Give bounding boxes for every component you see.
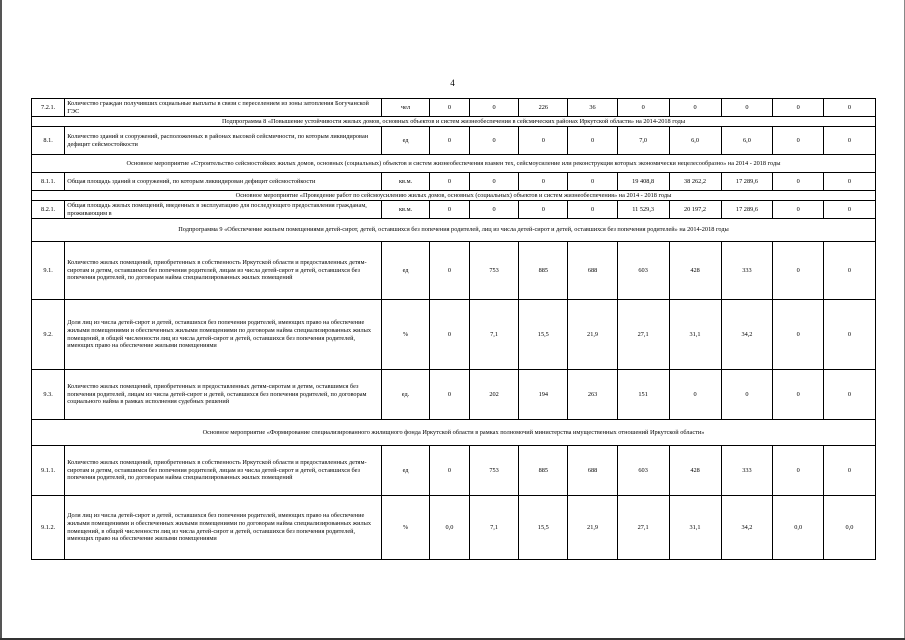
value-cell: 428 [669, 446, 721, 496]
value-cell: 333 [721, 242, 773, 300]
value-cell: 885 [519, 446, 568, 496]
unit-cell: кв.м. [382, 201, 430, 219]
value-cell: 0 [469, 127, 518, 155]
section-header-row [32, 155, 876, 173]
value-cell: 194 [519, 370, 568, 420]
table-row [32, 370, 876, 420]
value-cell: 0 [823, 446, 875, 496]
value-cell: 0 [823, 173, 875, 191]
value-cell: 6,0 [669, 127, 721, 155]
value-cell: 17 289,6 [721, 173, 773, 191]
section-header-row [32, 219, 876, 242]
row-number: 8.1.1. [32, 173, 65, 191]
indicator-name: Общая площадь зданий и сооружений, по которым ликвидирован дефицит сейсмостойкости [65, 173, 382, 191]
value-cell: 688 [568, 446, 617, 496]
value-cell: 6,0 [721, 127, 773, 155]
value-cell: 36 [568, 99, 617, 117]
value-cell: 688 [568, 242, 617, 300]
value-cell: 0 [669, 99, 721, 117]
indicator-name: Доля лиц из числа детей-сирот и детей, оставшихся без попечения родителей, имеющих право на обеспечение жилыми помещениями и обеспеченных жилыми помещениями по договорам найма специализированных жилых помещений, в общей численности лиц из числа детей-сирот и детей, оставшихся без попечения родителей, имеющих право на обеспечение жилыми помещениями [65, 300, 382, 370]
indicator-name: Количество жилых помещений, приобретенных и предоставленных детям-сиротам и детям, оставшимся без попечения родителей, лицам из числа детей-сирот и детей, оставшихся без попечения родителей, по договорам социального найма в рамках исполнения судебных решений [65, 370, 382, 420]
value-cell: 0 [823, 370, 875, 420]
value-cell: 0 [519, 127, 568, 155]
section-header-text: Основное мероприятие «Проведение работ по сейсмоусилению жилых домов, основных (социальных) объектов и систем жизнеобеспечения» на 2014 - 2018 годы [32, 191, 876, 201]
value-cell: 0 [773, 446, 824, 496]
value-cell: 0 [669, 370, 721, 420]
value-cell: 0 [469, 201, 518, 219]
value-cell: 0 [568, 201, 617, 219]
value-cell: 0 [430, 99, 470, 117]
value-cell: 0 [469, 173, 518, 191]
section-header-text: Подпрограмма 9 «Обеспечение жильем помещениями детей-сирот, детей, оставшихся без попечения родителей, лиц из числа детей-сирот и детей, оставшихся без попечения родителей» на 2014-2018 годы [32, 219, 876, 242]
value-cell: 0,0 [773, 496, 824, 560]
value-cell: 0 [430, 127, 470, 155]
table-row [32, 242, 876, 300]
value-cell: 0 [519, 173, 568, 191]
value-cell: 0 [773, 242, 824, 300]
row-number: 8.1. [32, 127, 65, 155]
table-row [32, 127, 876, 155]
unit-cell: % [382, 300, 430, 370]
table-row [32, 446, 876, 496]
row-number: 8.2.1. [32, 201, 65, 219]
value-cell: 263 [568, 370, 617, 420]
indicator-name: Количество жилых помещений, приобретенных в собственность Иркутской области и предоставленных детям-сиротам и детям, оставшимся без попечения родителей, лицам из числа детей-сирот и детей, оставшихся без попечения родителей, по договорам найма специализированных жилых помещений [65, 242, 382, 300]
value-cell: 0 [430, 370, 470, 420]
value-cell: 885 [519, 242, 568, 300]
value-cell: 31,1 [669, 496, 721, 560]
table-row [32, 300, 876, 370]
value-cell: 15,5 [519, 300, 568, 370]
indicator-name: Общая площадь жилых помещений, введенных в эксплуатацию для последующего предоставления гражданам, проживающим в [65, 201, 382, 219]
value-cell: 19 408,8 [617, 173, 669, 191]
indicator-name: Доля лиц из числа детей-сирот и детей, оставшихся без попечения родителей, имеющих право на обеспечение жилыми помещениями и обеспеченных жилыми помещениями по договорам найма специализированных жилых помещений, в общей численности лиц из числа детей-сирот и детей, оставшихся без попечения родителей, имеющих право на обеспечение жилыми помещениями [65, 496, 382, 560]
value-cell: 27,1 [617, 300, 669, 370]
value-cell: 603 [617, 446, 669, 496]
indicator-name: Количество зданий и сооружений, расположенных в районах высокой сейсмичности, по которым ликвидирован дефицит сейсмостойкости [65, 127, 382, 155]
value-cell: 753 [469, 446, 518, 496]
value-cell: 0 [773, 300, 824, 370]
row-number: 9.2. [32, 300, 65, 370]
value-cell: 0 [430, 201, 470, 219]
value-cell: 0 [773, 201, 824, 219]
value-cell: 0 [568, 127, 617, 155]
table-row [32, 201, 876, 219]
value-cell: 0 [823, 300, 875, 370]
section-header-row [32, 420, 876, 446]
page-number: 4 [450, 78, 455, 88]
value-cell: 11 529,3 [617, 201, 669, 219]
value-cell: 21,9 [568, 300, 617, 370]
row-number: 7.2.1. [32, 99, 65, 117]
row-number: 9.3. [32, 370, 65, 420]
value-cell: 0 [823, 99, 875, 117]
value-cell: 0 [430, 446, 470, 496]
value-cell: 0 [519, 201, 568, 219]
row-number: 9.1.2. [32, 496, 65, 560]
unit-cell: % [382, 496, 430, 560]
value-cell: 0 [721, 370, 773, 420]
value-cell: 21,9 [568, 496, 617, 560]
value-cell: 0,0 [823, 496, 875, 560]
value-cell: 38 262,2 [669, 173, 721, 191]
value-cell: 0 [430, 242, 470, 300]
value-cell: 0 [721, 99, 773, 117]
value-cell: 0 [568, 173, 617, 191]
value-cell: 17 289,6 [721, 201, 773, 219]
value-cell: 0 [823, 242, 875, 300]
value-cell: 7,1 [469, 300, 518, 370]
unit-cell: ед [382, 127, 430, 155]
unit-cell: ед. [382, 370, 430, 420]
section-header-text: Основное мероприятие «Формирование специализированного жилищного фонда Иркутской области в рамках полномочий министерства имущественных отношений Иркутской области» [32, 420, 876, 446]
value-cell: 0,0 [430, 496, 470, 560]
value-cell: 603 [617, 242, 669, 300]
value-cell: 20 197,2 [669, 201, 721, 219]
indicator-name: Количество граждан получивших социальные выплаты в связи с переселением из зоны затопления Богучанской ГЭС [65, 99, 382, 117]
section-header-row [32, 117, 876, 127]
value-cell: 0 [773, 173, 824, 191]
value-cell: 31,1 [669, 300, 721, 370]
indicator-name: Количество жилых помещений, приобретенных в собственность Иркутской области и предоставленных детям-сиротам и детям, оставшимся без попечения родителей, лицам из числа детей-сирот и детей, оставшихся без попечения родителей, по договорам найма специализированных жилых помещений [65, 446, 382, 496]
value-cell: 428 [669, 242, 721, 300]
value-cell: 0 [430, 173, 470, 191]
value-cell: 0 [773, 370, 824, 420]
value-cell: 753 [469, 242, 518, 300]
table-row [32, 496, 876, 560]
value-cell: 0 [773, 127, 824, 155]
value-cell: 151 [617, 370, 669, 420]
unit-cell: ед [382, 242, 430, 300]
value-cell: 15,5 [519, 496, 568, 560]
value-cell: 7,1 [469, 496, 518, 560]
table-row [32, 173, 876, 191]
value-cell: 0 [617, 99, 669, 117]
value-cell: 7,0 [617, 127, 669, 155]
value-cell: 0 [823, 201, 875, 219]
value-cell: 27,1 [617, 496, 669, 560]
unit-cell: кв.м. [382, 173, 430, 191]
row-number: 9.1.1. [32, 446, 65, 496]
indicator-table [31, 98, 876, 560]
scan-edge-left [0, 0, 2, 640]
value-cell: 0 [823, 127, 875, 155]
table-row [32, 99, 876, 117]
value-cell: 0 [773, 99, 824, 117]
section-header-text: Подпрограмма 8 «Повышение устойчивости жилых домов, основных объектов и систем жизнеобеспечения в сейсмических районах Иркутской области» на 2014-2018 годы [32, 117, 876, 127]
value-cell: 333 [721, 446, 773, 496]
section-header-row [32, 191, 876, 201]
unit-cell: ед [382, 446, 430, 496]
value-cell: 34,2 [721, 496, 773, 560]
value-cell: 34,2 [721, 300, 773, 370]
value-cell: 226 [519, 99, 568, 117]
row-number: 9.1. [32, 242, 65, 300]
value-cell: 0 [469, 99, 518, 117]
value-cell: 202 [469, 370, 518, 420]
section-header-text: Основное мероприятие «Строительство сейсмостойких жилых домов, основных (социальных) объектов и систем жизнеобеспечения взамен тех, сейсмоусиление или реконструкция которых экономически нецелесообразно» на 2014 - 2018 годы [32, 155, 876, 173]
unit-cell: чел [382, 99, 430, 117]
value-cell: 0 [430, 300, 470, 370]
